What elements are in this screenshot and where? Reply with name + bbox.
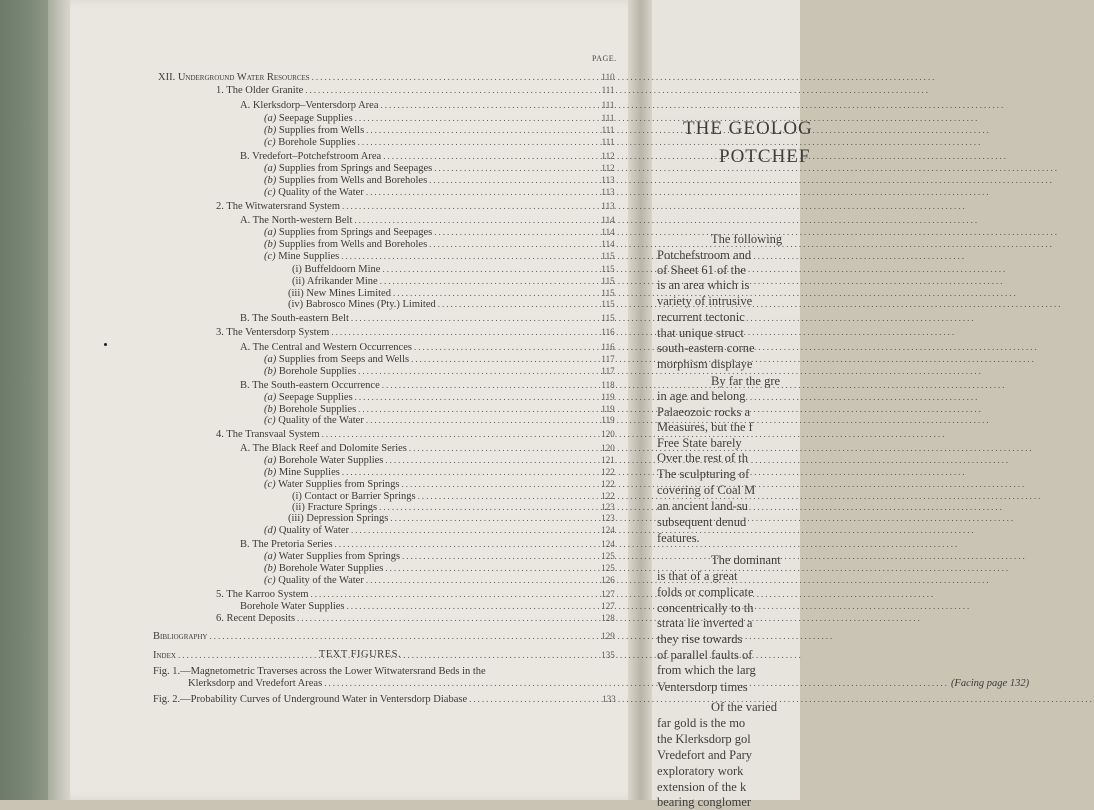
toc-entry-label: Bibliography	[153, 631, 208, 642]
toc-entry-label: A. The North-western Belt	[240, 215, 353, 226]
book-edge-strip	[0, 0, 48, 800]
toc-entry-label: 4. The Transvaal System	[216, 429, 320, 440]
right-page-text-line: they rise towards	[657, 632, 743, 646]
toc-entry-label: (a) Seepage Supplies	[264, 113, 353, 124]
toc-entry	[288, 298, 615, 311]
fig2-label: Fig. 2.—Probability Curves of Underground Water in Ventersdorp Diabase	[153, 694, 468, 705]
toc-entry-page: 124	[601, 525, 615, 535]
toc-entry-page: 125	[601, 551, 615, 561]
toc-entry-label: (a) Seepage Supplies	[264, 392, 353, 403]
toc-entry-page: 114	[601, 227, 615, 237]
toc-entry-page: 122	[601, 479, 615, 489]
toc-entry-page: 115	[601, 313, 615, 323]
toc-entry-label: (c) Quality of the Water	[264, 575, 364, 586]
fig1-line1: Fig. 1.—Magnetometric Traverses across the Lower Witwatersrand Beds in the	[153, 666, 486, 677]
toc-entry-label: A. Klerksdorp–Ventersdorp Area	[240, 100, 379, 111]
toc-entry-label: Index	[153, 650, 176, 661]
toc-entry-label: (c) Quality of the Water	[264, 415, 364, 426]
right-page-text-line: Free State barely	[657, 436, 742, 450]
toc-entry-page: 125	[601, 563, 615, 573]
toc-entry-page: 111	[601, 137, 615, 147]
toc-entry-label: (b) Borehole Supplies	[264, 404, 357, 415]
toc-entry-page: 121	[601, 455, 615, 465]
toc-entry-page: 122	[601, 467, 615, 477]
toc-entry-page: 113	[601, 175, 615, 185]
right-page-text-line: features.	[657, 531, 700, 545]
fig1-facing: (Facing page 132)	[950, 678, 1030, 689]
toc-entry-page: 112	[601, 163, 615, 173]
toc-entry-page: 120	[601, 429, 615, 439]
toc-entry-label: (i) Buffeldoorn Mine	[292, 264, 381, 275]
toc-entry	[216, 612, 615, 625]
right-page-text-line: The dominant	[711, 553, 781, 567]
right-page-text-line: the Klerksdorp gol	[657, 732, 751, 746]
toc-entry-label: (iv) Babrosco Mines (Pty.) Limited	[288, 299, 436, 310]
right-page-text-line: Potchefstroom and	[657, 248, 752, 262]
page-column-header: PAGE.	[592, 54, 617, 63]
fig2-row	[153, 693, 616, 706]
toc-entry-label: 2. The Witwatersrand System	[216, 201, 341, 212]
toc-entry-label: B. The South-eastern Belt	[240, 313, 349, 324]
toc-entry	[264, 414, 615, 427]
right-page-text-line: variety of intrusive	[657, 294, 753, 308]
toc-entry-label: (iii) Depression Springs	[288, 513, 389, 524]
toc-entry-page: 119	[601, 415, 615, 425]
leader-dots	[331, 326, 956, 339]
toc-entry-page: 111	[601, 100, 615, 110]
toc-entry-label: (iii) New Mines Limited	[288, 288, 391, 299]
toc-entry-page: 129	[601, 631, 615, 641]
right-page-title-line2: POTCHEF	[719, 146, 811, 167]
right-page-text-line: is that of a great	[657, 569, 738, 583]
right-page-text-line: extension of the k	[657, 780, 747, 794]
toc-entry-label: 5. The Karroo System	[216, 589, 309, 600]
toc-entry-page: 127	[601, 589, 615, 599]
leader-dots	[341, 250, 966, 263]
leader-dots	[381, 99, 1006, 112]
text-figures-heading-text: TEXT FIGURES.	[318, 649, 402, 660]
toc-entry-page: 127	[601, 601, 615, 611]
right-page-text-line: that unique struct	[657, 326, 744, 340]
toc-entry-page: 124	[601, 539, 615, 549]
toc-entry-page: 116	[601, 327, 615, 337]
leader-dots	[324, 677, 949, 690]
leader-dots	[312, 71, 937, 84]
toc-entry-label: (c) Mine Supplies	[264, 251, 340, 262]
toc-entry-label: 3. The Ventersdorp System	[216, 327, 330, 338]
leader-dots	[342, 200, 967, 213]
toc-entry-label: (i) Contact or Barrier Springs	[292, 491, 416, 502]
right-page-text-line: The following	[711, 232, 783, 246]
toc-entry-label: (c) Borehole Supplies	[264, 137, 356, 148]
toc-entry-label: (d) Quality of Water	[264, 525, 349, 536]
toc-entry-page: 117	[601, 366, 615, 376]
toc-entry-page: 110	[601, 72, 615, 82]
toc-entry-page: 120	[601, 443, 615, 453]
right-page-text-line: is an area which is	[657, 278, 750, 292]
toc-entry-label: (b) Mine Supplies	[264, 467, 340, 478]
right-page-text-line: Over the rest of th	[657, 451, 748, 465]
toc-entry-page: 115	[601, 251, 615, 261]
toc-entry	[216, 84, 615, 97]
toc-entry-label: (b) Supplies from Wells	[264, 125, 365, 136]
toc-entry	[240, 99, 615, 112]
toc-entry-label: XII. Underground Water Resources	[158, 72, 310, 83]
right-page-text-line: bearing conglomer	[657, 795, 752, 809]
toc-entry-page: 114	[601, 239, 615, 249]
right-page-text-line: from which the larg	[657, 663, 756, 677]
toc-entry-label: 1. The Older Granite	[216, 85, 304, 96]
right-page-text-line: of parallel faults of	[657, 648, 753, 662]
toc-entry-label: A. The Black Reef and Dolomite Series	[240, 443, 407, 454]
right-page-text-line: folds or complicate	[657, 585, 754, 599]
right-page-text-line: recurrent tectonic	[657, 310, 745, 324]
toc-entry-page: 118	[601, 380, 615, 390]
right-page-text-line: subsequent denud	[657, 515, 747, 529]
toc-entry-page: 123	[601, 502, 615, 512]
toc-entry-page: 119	[601, 392, 615, 402]
toc-entry-page: 114	[601, 215, 615, 225]
right-page-text-line: By far the gre	[711, 374, 781, 388]
right-page-text-line: of Sheet 61 of the	[657, 263, 746, 277]
toc-entry-page: 115	[601, 276, 615, 286]
right-page-text-line: concentrically to th	[657, 601, 754, 615]
toc-entry-page: 126	[601, 575, 615, 585]
leader-dots	[358, 136, 983, 149]
right-page-text-line: an ancient land-su	[657, 499, 748, 513]
toc-entry	[264, 136, 615, 149]
toc-entry	[264, 186, 615, 199]
toc-entry-label: (b) Supplies from Wells and Boreholes	[264, 175, 428, 186]
toc-entry	[264, 574, 615, 587]
toc-entry-page: 112	[601, 151, 615, 161]
right-page-text-line: in age and belong	[657, 389, 746, 403]
toc-entry-page: 111	[601, 85, 615, 95]
toc-entry-label: (b) Borehole Water Supplies	[264, 563, 384, 574]
leader-dots	[469, 693, 1094, 706]
toc-entry	[153, 630, 615, 643]
toc-entry-label: (b) Borehole Supplies	[264, 366, 357, 377]
right-page-text-line: exploratory work	[657, 764, 744, 778]
right-page-title-line1: THE GEOLOG	[683, 118, 813, 139]
right-page-text-line: covering of Coal M	[657, 483, 756, 497]
toc-entry-page: 115	[601, 264, 615, 274]
toc-entry-label: B. Vredefort–Potchefstroom Area	[240, 151, 382, 162]
fig1-line2: Klerksdorp and Vredefort Areas	[188, 678, 323, 689]
toc-entry	[264, 524, 615, 537]
toc-entry-page: 135	[601, 650, 615, 660]
leader-dots	[366, 186, 991, 199]
right-page-text-line: The sculpturing of	[657, 467, 750, 481]
toc-entry-label: 6. Recent Deposits	[216, 613, 296, 624]
toc-entry-page: 116	[601, 342, 615, 352]
toc-entry-page: 123	[601, 513, 615, 523]
toc-entry	[264, 365, 615, 378]
toc-entry-label: (a) Supplies from Springs and Seepages	[264, 227, 433, 238]
right-page-text-line: Measures, but the f	[657, 420, 753, 434]
right-page-text-line: strata lie inverted a	[657, 616, 753, 630]
toc-entry-page: 115	[601, 299, 615, 309]
toc-entry-label: (c) Water Supplies from Springs	[264, 479, 400, 490]
right-page-text-line: morphism displaye	[657, 357, 753, 371]
book-edge-shadow	[48, 0, 70, 800]
toc-entry	[216, 428, 615, 441]
toc-entry-label: B. The South-eastern Occurrence	[240, 380, 380, 391]
right-page-text-line: south-eastern corne	[657, 341, 755, 355]
toc-entry-page: 119	[601, 404, 615, 414]
ink-mark	[104, 343, 107, 346]
toc-entry-page: 115	[601, 288, 615, 298]
toc-entry-page: 128	[601, 613, 615, 623]
toc-entry-label: (a) Borehole Water Supplies	[264, 455, 384, 466]
toc-entry	[158, 71, 615, 84]
toc-entry	[264, 250, 615, 263]
toc-entry-page: 111	[601, 125, 615, 135]
toc-entry-page: 113	[601, 187, 615, 197]
right-page-text-line: Ventersdorp times	[657, 680, 748, 694]
toc-entry-label: (ii) Fracture Springs	[292, 502, 378, 513]
toc-entry-page: 122	[601, 491, 615, 501]
toc-entry-label: (a) Supplies from Seeps and Wells	[264, 354, 410, 365]
fig2-page: 133	[602, 694, 616, 704]
right-page-text-line: Vredefort and Pary	[657, 748, 753, 762]
toc-entry-label: (a) Supplies from Springs and Seepages	[264, 163, 433, 174]
toc-entry-page: 117	[601, 354, 615, 364]
toc-entry	[216, 326, 615, 339]
toc-entry-label: (a) Water Supplies from Springs	[264, 551, 401, 562]
toc-entry-label: (c) Quality of the Water	[264, 187, 364, 198]
toc-entry	[240, 312, 615, 325]
right-page-text-line: Palaeozoic rocks a	[657, 405, 751, 419]
right-page-text-line: Of the varied	[711, 700, 777, 714]
toc-entry-page: 111	[601, 113, 615, 123]
toc-entry-label: Borehole Water Supplies	[240, 601, 345, 612]
right-page-text-line: far gold is the mo	[657, 716, 746, 730]
toc-entry	[216, 200, 615, 213]
toc-entry-page: 113	[601, 201, 615, 211]
toc-entry-label: (ii) Afrikander Mine	[292, 276, 378, 287]
leader-dots	[322, 428, 947, 441]
toc-entry-label: (b) Supplies from Wells and Boreholes	[264, 239, 428, 250]
toc-entry-label: A. The Central and Western Occurrences	[240, 342, 412, 353]
toc-entry-label: B. The Pretoria Series	[240, 539, 333, 550]
